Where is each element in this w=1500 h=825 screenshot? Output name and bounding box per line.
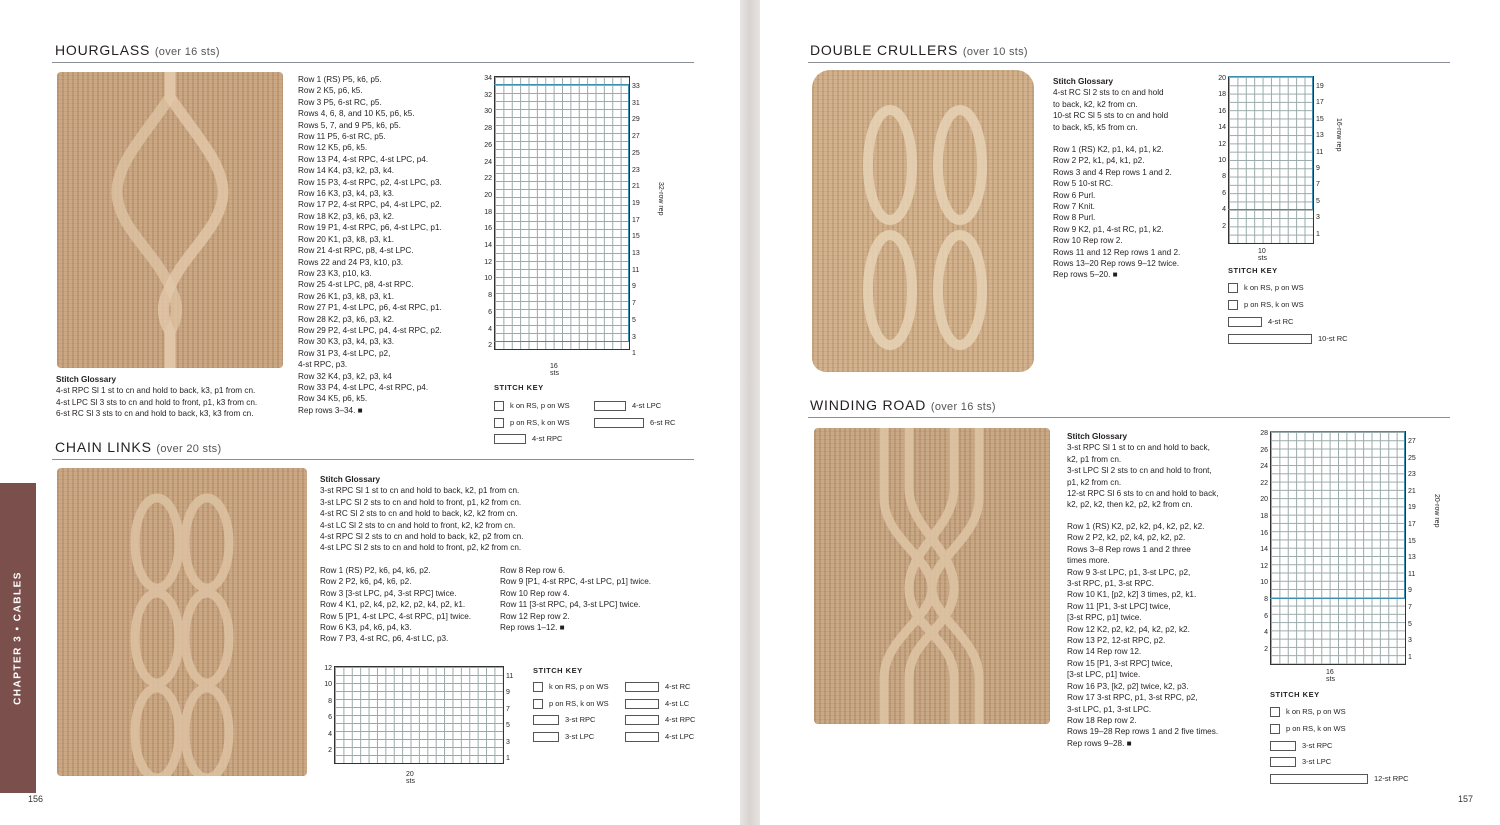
chart-row-number: 5 [506, 722, 510, 730]
chain-links-row: Row 5 [P1, 4-st LPC, 4-st RPC, p1] twice. [320, 611, 472, 621]
hourglass-title [55, 42, 220, 58]
hourglass-sts-label: 16 sts [550, 363, 559, 377]
double-crullers-row: Rows 13–20 Rep rows 9–12 twice. [1053, 259, 1180, 269]
chain-links-row: Row 8 Rep row 6. [500, 566, 566, 575]
double-crullers-row: Row 9 K2, p1, 4-st RC, p1, k2. [1053, 224, 1164, 234]
hourglass-row: Row 30 K3, p3, k4, p3, k3. [298, 337, 395, 347]
chain-links-row: Row 11 [3-st RPC, p4, 3-st LPC] twice. [500, 600, 641, 610]
chart-row-number: 3 [1316, 214, 1320, 222]
chart-row-number: 2 [1264, 645, 1268, 653]
key-item: k on RS, p on WS [1270, 707, 1346, 717]
winding-road-glossary-item: k2, p1 from cn. [1067, 454, 1122, 464]
double-crullers-repeat-box [1228, 76, 1313, 210]
winding-road-row: 3-st RPC, p1, 3-st RPC. [1067, 579, 1154, 589]
chart-row-number: 20 [484, 191, 492, 199]
chain-links-glossary-item: 4-st RPC Sl 2 sts to cn and hold to back, k2, p2 from cn. [320, 532, 524, 542]
chain-links-row: Row 7 P3, 4-st RC, p6, 4-st LC, p3. [320, 634, 449, 644]
cable-symbol-icon [1270, 741, 1296, 751]
winding-road-row: Row 9 3-st LPC, p1, 3-st LPC, p2, [1067, 567, 1191, 577]
hourglass-row: Row 12 K5, p6, k5. [298, 143, 368, 153]
winding-road-row: Row 18 Rep row 2. [1067, 715, 1137, 725]
chain-links-rule [52, 459, 694, 460]
key-item: k on RS, p on WS [494, 401, 570, 411]
chart-row-number: 14 [1260, 546, 1268, 554]
chart-row-number: 24 [1260, 463, 1268, 471]
cable-symbol-icon [625, 732, 659, 742]
hourglass-row: Row 3 P5, 6-st RC, p5. [298, 97, 382, 107]
double-crullers-stitch-key [1228, 266, 1368, 346]
hourglass-row: Rows 22 and 24 P3, k10, p3. [298, 257, 404, 267]
chart-row-number: 1 [1316, 230, 1320, 238]
double-crullers-glossary-item: to back, k2, k2 from cn. [1053, 99, 1138, 109]
chart-row-number: 7 [1408, 604, 1412, 611]
chart-row-number: 18 [1260, 513, 1268, 520]
chain-links-row: Rep rows 1–12. ■ [500, 623, 565, 633]
key-item: k on RS, p on WS [533, 682, 609, 692]
chart-row-number: 21 [1408, 487, 1416, 495]
winding-road-row: Row 14 Rep row 12. [1067, 647, 1142, 657]
winding-road-glossary-item: 12-st RPC Sl 6 sts to cn and hold to back, [1067, 489, 1219, 499]
hourglass-row: Row 31 P3, 4-st LPC, p2, [298, 348, 391, 358]
winding-road-row: Row 13 P2, 12-st RPC, p2. [1067, 636, 1166, 646]
hourglass-row: Row 29 P2, 4-st LPC, p4, 4-st RPC, p2. [298, 325, 442, 335]
double-crullers-row: Row 7 Knit. [1053, 202, 1095, 212]
chart-row-number: 23 [632, 166, 640, 174]
chain-links-title-text: CHAIN LINKS [55, 439, 152, 455]
chain-links-glossary-item: 3-st LPC Sl 2 sts to cn and hold to front, p1, k2 from cn. [320, 497, 522, 507]
chart-row-number: 28 [1260, 430, 1268, 437]
chart-row-number: 19 [632, 199, 640, 207]
knit-symbol-icon [533, 682, 543, 692]
chart-row-number: 9 [1408, 587, 1412, 595]
winding-road-repeat-box [1270, 431, 1405, 599]
chart-row-number: 15 [1408, 537, 1416, 545]
key-item: 3-st LPC [1270, 757, 1331, 767]
chart-row-number: 27 [632, 133, 640, 141]
chart-row-number: 8 [488, 292, 492, 300]
hourglass-row: Rep rows 3–34. ■ [298, 405, 363, 415]
chain-links-row: Row 3 [3-st LPC, p4, 3-st RPC] twice. [320, 588, 457, 598]
chain-links-row: Row 1 (RS) P2, k6, p4, k6, p2. [320, 566, 431, 575]
chain-links-title [55, 439, 221, 455]
double-crullers-rule [808, 62, 1450, 63]
chain-links-instructions-col2 [500, 565, 651, 633]
chain-links-row: Row 6 K3, p4, k6, p4, k3. [320, 623, 412, 633]
hourglass-row: Row 15 P3, 4-st RPC, p2, 4-st LPC, p3. [298, 177, 442, 187]
chart-row-number: 28 [484, 125, 492, 133]
double-crullers-row: Row 5 10-st RC. [1053, 179, 1114, 189]
chart-row-number: 14 [484, 242, 492, 249]
hourglass-row: Row 23 K3, p10, k3. [298, 268, 372, 278]
hourglass-row: Row 21 4-st RPC, p8, 4-st LPC. [298, 246, 414, 256]
chart-row-number: 10 [1260, 579, 1268, 587]
winding-road-glossary-item: 3-st LPC Sl 2 sts to cn and hold to front, [1067, 466, 1212, 476]
winding-road-glossary-title: Stitch Glossary [1067, 432, 1128, 441]
winding-road-row: Rows 3–8 Rep rows 1 and 2 three [1067, 544, 1191, 554]
double-crullers-row: Rows 3 and 4 Rep rows 1 and 2. [1053, 167, 1172, 177]
chart-row-number: 26 [484, 141, 492, 149]
chart-row-number: 14 [1218, 124, 1226, 132]
winding-road-row: Row 11 [P1, 3-st LPC] twice, [1067, 601, 1171, 611]
winding-road-sts-label: 16 sts [1326, 669, 1335, 683]
key-item: 12-st RPC [1270, 774, 1409, 784]
hourglass-row: 4-st RPC, p3. [298, 360, 348, 370]
cable-symbol-icon [625, 682, 659, 692]
winding-road-row: times more. [1067, 556, 1110, 566]
chart-row-number: 30 [484, 108, 492, 116]
double-crullers-glossary-item: 4-st RC Sl 2 sts to cn and hold [1053, 88, 1164, 98]
winding-road-title-text: WINDING ROAD [810, 397, 927, 413]
chart-row-number: 4 [1264, 629, 1268, 637]
chain-links-glossary-title: Stitch Glossary [320, 475, 381, 484]
key-item: p on RS, k on WS [1270, 724, 1346, 734]
chart-row-number: 19 [1316, 83, 1324, 90]
double-crullers-glossary-item: to back, k5, k5 from cn. [1053, 122, 1138, 132]
chain-links-row: Row 9 [P1, 4-st RPC, 4-st LPC, p1] twice. [500, 577, 652, 587]
winding-road-instructions [1067, 521, 1218, 749]
chart-row-number: 8 [1222, 173, 1226, 181]
hourglass-row: Row 34 K5, p6, k5. [298, 394, 368, 404]
chart-row-number: 11 [506, 673, 514, 680]
winding-road-row: Row 15 [P1, 3-st RPC] twice, [1067, 658, 1173, 668]
page-number-right: 157 [1458, 794, 1474, 804]
chart-row-number: 2 [488, 342, 492, 350]
hourglass-cable-illustration [57, 72, 283, 368]
winding-road-glossary [1067, 431, 1219, 511]
key-item: 3-st RPC [533, 715, 595, 725]
double-crullers-row: Row 6 Purl. [1053, 190, 1096, 200]
chart-row-number: 6 [488, 308, 492, 316]
chart-row-number: 8 [1264, 596, 1268, 603]
chart-row-number: 18 [484, 208, 492, 216]
chart-row-number: 6 [328, 714, 332, 722]
hourglass-row: Row 13 P4, 4-st RPC, 4-st LPC, p4. [298, 154, 429, 164]
hourglass-row: Row 33 P4, 4-st LPC, 4-st RPC, p4. [298, 382, 429, 392]
cable-symbol-icon [594, 418, 644, 428]
chart-row-number: 8 [328, 697, 332, 705]
winding-road-row: Row 10 K1, [p2, k2] 3 times, p2, k1. [1067, 590, 1197, 600]
chart-row-number: 34 [484, 75, 492, 82]
key-item: 4-st LPC [594, 401, 661, 411]
chart-row-number: 17 [1316, 99, 1324, 107]
knit-symbol-icon [1228, 283, 1238, 293]
cable-symbol-icon [1228, 334, 1312, 344]
chain-links-swatch-photo [57, 468, 307, 776]
hourglass-instructions [298, 74, 442, 416]
chart-row-number: 12 [1260, 562, 1268, 570]
winding-road-row: Rep rows 9–28. ■ [1067, 738, 1132, 748]
double-crullers-row: Rows 11 and 12 Rep rows 1 and 2. [1053, 247, 1181, 257]
chart-row-number: 17 [1408, 521, 1416, 528]
chain-links-glossary [320, 474, 523, 554]
double-crullers-row: Row 2 P2, k1, p4, k1, p2. [1053, 156, 1145, 166]
chart-row-number: 11 [1316, 148, 1324, 156]
chart-row-number: 2 [328, 747, 332, 754]
chart-row-number: 20 [1260, 496, 1268, 504]
cable-symbol-icon [625, 699, 659, 709]
cable-symbol-icon [1270, 757, 1296, 767]
chain-links-glossary-item: 4-st LC Sl 2 sts to cn and hold to front, k2, k2 from cn. [320, 520, 516, 530]
hourglass-glossary [56, 374, 257, 420]
double-crullers-title-text: DOUBLE CRULLERS [810, 42, 959, 58]
hourglass-row: Rows 5, 7, and 9 P5, k6, p5. [298, 120, 401, 130]
chart-row-number: 12 [484, 258, 492, 266]
double-crullers-glossary [1053, 76, 1168, 133]
double-crullers-subtitle: (over 10 sts) [962, 46, 1028, 58]
winding-road-row: Row 16 P3, [k2, p2] twice, k2, p3. [1067, 681, 1189, 691]
chain-links-row: Row 12 Rep row 2. [500, 611, 570, 621]
hourglass-row: Row 17 P2, 4-st RPC, p4, 4-st LPC, p2. [298, 200, 442, 210]
double-crullers-key-title: STITCH KEY [1228, 266, 1278, 275]
chain-links-glossary-item: 4-st RC Sl 2 sts to cn and hold to back, k2, k2 from cn. [320, 509, 518, 519]
chart-row-number: 7 [632, 300, 636, 308]
key-item: 4-st RPC [494, 434, 562, 444]
chart-row-number: 25 [632, 149, 640, 157]
chain-links-subtitle: (over 20 sts) [156, 443, 222, 455]
hourglass-row: Row 27 P1, 4-st LPC, p6, 4-st RPC, p1. [298, 303, 442, 313]
hourglass-glossary-item: 6-st RC Sl 3 sts to cn and hold to back, k3, k3 from cn. [56, 409, 254, 419]
hourglass-row: Row 11 P5, 6-st RC, p5. [298, 132, 386, 142]
chain-links-glossary-item: 4-st LPC Sl 2 sts to cn and hold to front, p2, k2 from cn. [320, 543, 522, 553]
chain-links-stitch-key [533, 666, 703, 746]
chart-row-number: 16 [484, 225, 492, 233]
chart-row-number: 6 [1264, 612, 1268, 620]
double-crullers-swatch-photo [812, 70, 1034, 372]
chart-row-number: 22 [484, 175, 492, 183]
hourglass-row: Rows 4, 6, 8, and 10 K5, p6, k5. [298, 109, 415, 119]
chart-row-number: 12 [324, 665, 332, 672]
hourglass-row: Row 19 P1, 4-st RPC, p6, 4-st LPC, p1. [298, 223, 442, 233]
chart-row-number: 27 [1408, 438, 1416, 445]
hourglass-title-text: HOURGLASS [55, 42, 151, 58]
chain-links-instructions-col1 [320, 565, 471, 645]
chart-row-number: 19 [1408, 504, 1416, 512]
chart-row-number: 3 [1408, 637, 1412, 645]
cable-symbol-icon [625, 715, 659, 725]
chart-row-number: 2 [1222, 222, 1226, 230]
hourglass-rep-label: 32-row rep [657, 182, 664, 216]
chart-row-number: 15 [1316, 115, 1324, 123]
chart-row-number: 9 [1316, 165, 1320, 172]
purl-symbol-icon [494, 418, 504, 428]
key-item: 4-st LC [625, 699, 689, 709]
chart-row-number: 12 [1218, 140, 1226, 148]
chain-links-glossary-item: 3-st RPC Sl 1 st to cn and hold to back, k2, p1 from cn. [320, 486, 520, 496]
chart-row-number: 10 [1218, 157, 1226, 164]
cable-symbol-icon [594, 401, 626, 411]
chain-links-row: Row 4 K1, p2, k4, p2, k2, p2, k4, p2, k1. [320, 600, 466, 610]
double-crullers-glossary-title: Stitch Glossary [1053, 77, 1114, 86]
hourglass-row: Row 1 (RS) P5, k6, p5. [298, 75, 382, 84]
winding-road-row: Row 17 3-st RPC, p1, 3-st RPC, p2, [1067, 693, 1198, 703]
key-item: 4-st RPC [625, 715, 695, 725]
winding-road-stitch-key [1270, 690, 1450, 786]
chart-row-number: 6 [1222, 189, 1226, 197]
chart-row-number: 32 [484, 91, 492, 99]
double-crullers-row: Rep rows 5–20. ■ [1053, 270, 1118, 280]
chart-row-number: 21 [632, 183, 640, 191]
purl-symbol-icon [1228, 300, 1238, 310]
chart-row-number: 17 [632, 216, 640, 224]
hourglass-glossary-item: 4-st RPC Sl 1 st to cn and hold to back, k3, p1 from cn. [56, 386, 256, 396]
chart-row-number: 1 [632, 350, 636, 358]
page-number-left: 156 [28, 794, 44, 804]
cable-symbol-icon [533, 715, 559, 725]
chain-links-row: Row 2 P2, k6, p4, k6, p2. [320, 577, 412, 587]
winding-road-row: Rows 19–28 Rep rows 1 and 2 five times. [1067, 727, 1219, 737]
winding-road-row: [3-st RPC, p1] twice. [1067, 613, 1142, 623]
double-crullers-glossary-item: 10-st RC Sl 5 sts to cn and hold [1053, 111, 1169, 121]
key-item: 3-st RPC [1270, 741, 1332, 751]
winding-road-row: Row 2 P2, k2, p2, k4, p2, k2, p2. [1067, 533, 1186, 543]
winding-road-key-title: STITCH KEY [1270, 690, 1320, 699]
chart-row-number: 5 [1316, 197, 1320, 205]
double-crullers-sts-label: 10 sts [1258, 248, 1267, 262]
double-crullers-cable-illustration [812, 70, 1034, 372]
chart-row-number: 31 [632, 99, 640, 107]
chart-row-number: 5 [1408, 620, 1412, 628]
chart-row-number: 7 [506, 705, 510, 713]
double-crullers-row: Row 10 Rep row 2. [1053, 236, 1123, 246]
key-item: p on RS, k on WS [533, 699, 609, 709]
chart-row-number: 33 [632, 83, 640, 90]
chart-row-number: 3 [632, 333, 636, 341]
hourglass-subtitle: (over 16 sts) [154, 46, 220, 58]
chart-row-number: 4 [1222, 206, 1226, 214]
chart-row-number: 13 [632, 250, 640, 257]
chart-row-number: 13 [1316, 132, 1324, 140]
double-crullers-rep-label: 16-row rep [1335, 118, 1342, 152]
key-item: 4-st RC [625, 682, 690, 692]
hourglass-row: Row 28 K2, p3, k6, p3, k2. [298, 314, 395, 324]
chart-row-number: 10 [484, 275, 492, 283]
chart-row-number: 11 [1408, 570, 1416, 578]
chapter-tab-label: CHAPTER 3 • CABLES [12, 571, 24, 705]
chart-row-number: 9 [632, 283, 636, 291]
chart-row-number: 16 [1260, 529, 1268, 537]
chart-row-number: 5 [632, 316, 636, 324]
book-gutter [740, 0, 760, 825]
chart-row-number: 26 [1260, 446, 1268, 454]
hourglass-row: Row 14 K4, p3, k2, p3, k4. [298, 166, 395, 176]
chart-row-number: 13 [1408, 554, 1416, 562]
hourglass-row: Row 20 K1, p3, k8, p3, k1. [298, 234, 395, 244]
chart-row-number: 1 [1408, 653, 1412, 661]
cable-symbol-icon [1228, 317, 1262, 327]
cable-symbol-icon [1270, 774, 1368, 784]
hourglass-row: Row 18 K2, p3, k6, p3, k2. [298, 211, 395, 221]
chart-row-number: 29 [632, 116, 640, 124]
hourglass-row: Row 2 K5, p6, k5. [298, 86, 363, 96]
cable-symbol-icon [533, 732, 559, 742]
hourglass-glossary-title: Stitch Glossary [56, 375, 117, 384]
hourglass-row: Row 25 4-st LPC, p8, 4-st RPC. [298, 280, 414, 290]
double-crullers-row: Row 8 Purl. [1053, 213, 1096, 223]
chart-row-number: 4 [488, 325, 492, 333]
purl-symbol-icon [1270, 724, 1280, 734]
chart-row-number: 15 [632, 233, 640, 241]
chain-links-sts-label: 20 sts [406, 771, 415, 785]
winding-road-glossary-item: k2, p2, k2, then k2, p2, k2 from cn. [1067, 500, 1193, 510]
winding-road-row: Row 1 (RS) K2, p2, k2, p4, k2, p2, k2. [1067, 522, 1205, 531]
key-item: p on RS, k on WS [494, 418, 570, 428]
key-item: p on RS, k on WS [1228, 300, 1304, 310]
key-item: 4-st LPC [625, 732, 694, 742]
key-item: k on RS, p on WS [1228, 283, 1304, 293]
winding-road-glossary-item: p1, k2 from cn. [1067, 477, 1122, 487]
key-item: 6-st RC [594, 418, 675, 428]
chart-row-number: 22 [1260, 479, 1268, 487]
winding-road-title [810, 397, 996, 413]
hourglass-repeat-box [494, 84, 629, 342]
chain-links-chart-grid [334, 666, 504, 764]
chart-row-number: 23 [1408, 471, 1416, 479]
chart-row-number: 7 [1316, 181, 1320, 189]
hourglass-row: Row 32 K4, p3, k2, p3, k4 [298, 371, 392, 381]
chapter-tab [0, 483, 36, 793]
winding-road-glossary-item: 3-st RPC Sl 1 st to cn and hold to back, [1067, 443, 1210, 453]
chart-row-number: 4 [328, 730, 332, 738]
chart-row-number: 10 [324, 681, 332, 689]
chart-row-number: 9 [506, 689, 510, 697]
double-crullers-instructions [1053, 144, 1180, 281]
chart-row-number: 1 [506, 755, 510, 762]
winding-road-swatch-photo [814, 428, 1050, 724]
knit-symbol-icon [1270, 707, 1280, 717]
key-item: 10-st RC [1228, 334, 1348, 344]
winding-road-row: Row 12 K2, p2, k2, p4, k2, p2, k2. [1067, 624, 1190, 634]
cable-symbol-icon [494, 434, 526, 444]
winding-road-rule [808, 417, 1450, 418]
key-item: 4-st RC [1228, 317, 1293, 327]
winding-road-cable-illustration [814, 428, 1050, 724]
chart-row-number: 25 [1408, 454, 1416, 462]
chart-row-number: 20 [1218, 75, 1226, 82]
chart-row-number: 16 [1218, 107, 1226, 115]
chart-row-number: 11 [632, 266, 640, 274]
hourglass-glossary-item: 4-st LPC Sl 3 sts to cn and hold to front, p1, k3 from cn. [56, 397, 258, 407]
winding-road-rep-label: 20-row rep [1433, 494, 1440, 528]
winding-road-subtitle: (over 16 sts) [930, 401, 996, 413]
chart-row-number: 24 [484, 158, 492, 166]
hourglass-row: Row 16 K3, p3, k4, p3, k3. [298, 189, 395, 199]
chain-links-cable-illustration [57, 468, 307, 776]
chain-links-key-title: STITCH KEY [533, 666, 583, 675]
hourglass-rule [52, 62, 694, 63]
hourglass-key-title: STITCH KEY [494, 383, 544, 392]
hourglass-row: Row 26 K1, p3, k8, p3, k1. [298, 291, 395, 301]
hourglass-stitch-key [494, 383, 694, 453]
chart-row-number: 18 [1218, 91, 1226, 99]
knit-symbol-icon [494, 401, 504, 411]
chart-row-number: 3 [506, 738, 510, 746]
chain-links-row: Row 10 Rep row 4. [500, 588, 570, 598]
winding-road-row: 3-st LPC, p1, 3-st LPC. [1067, 704, 1152, 714]
double-crullers-title [810, 42, 1028, 58]
winding-road-row: [3-st LPC, p1] twice. [1067, 670, 1141, 680]
hourglass-swatch-photo [57, 72, 283, 368]
double-crullers-row: Row 1 (RS) K2, p1, k4, p1, k2. [1053, 145, 1164, 154]
key-item: 3-st LPC [533, 732, 594, 742]
purl-symbol-icon [533, 699, 543, 709]
